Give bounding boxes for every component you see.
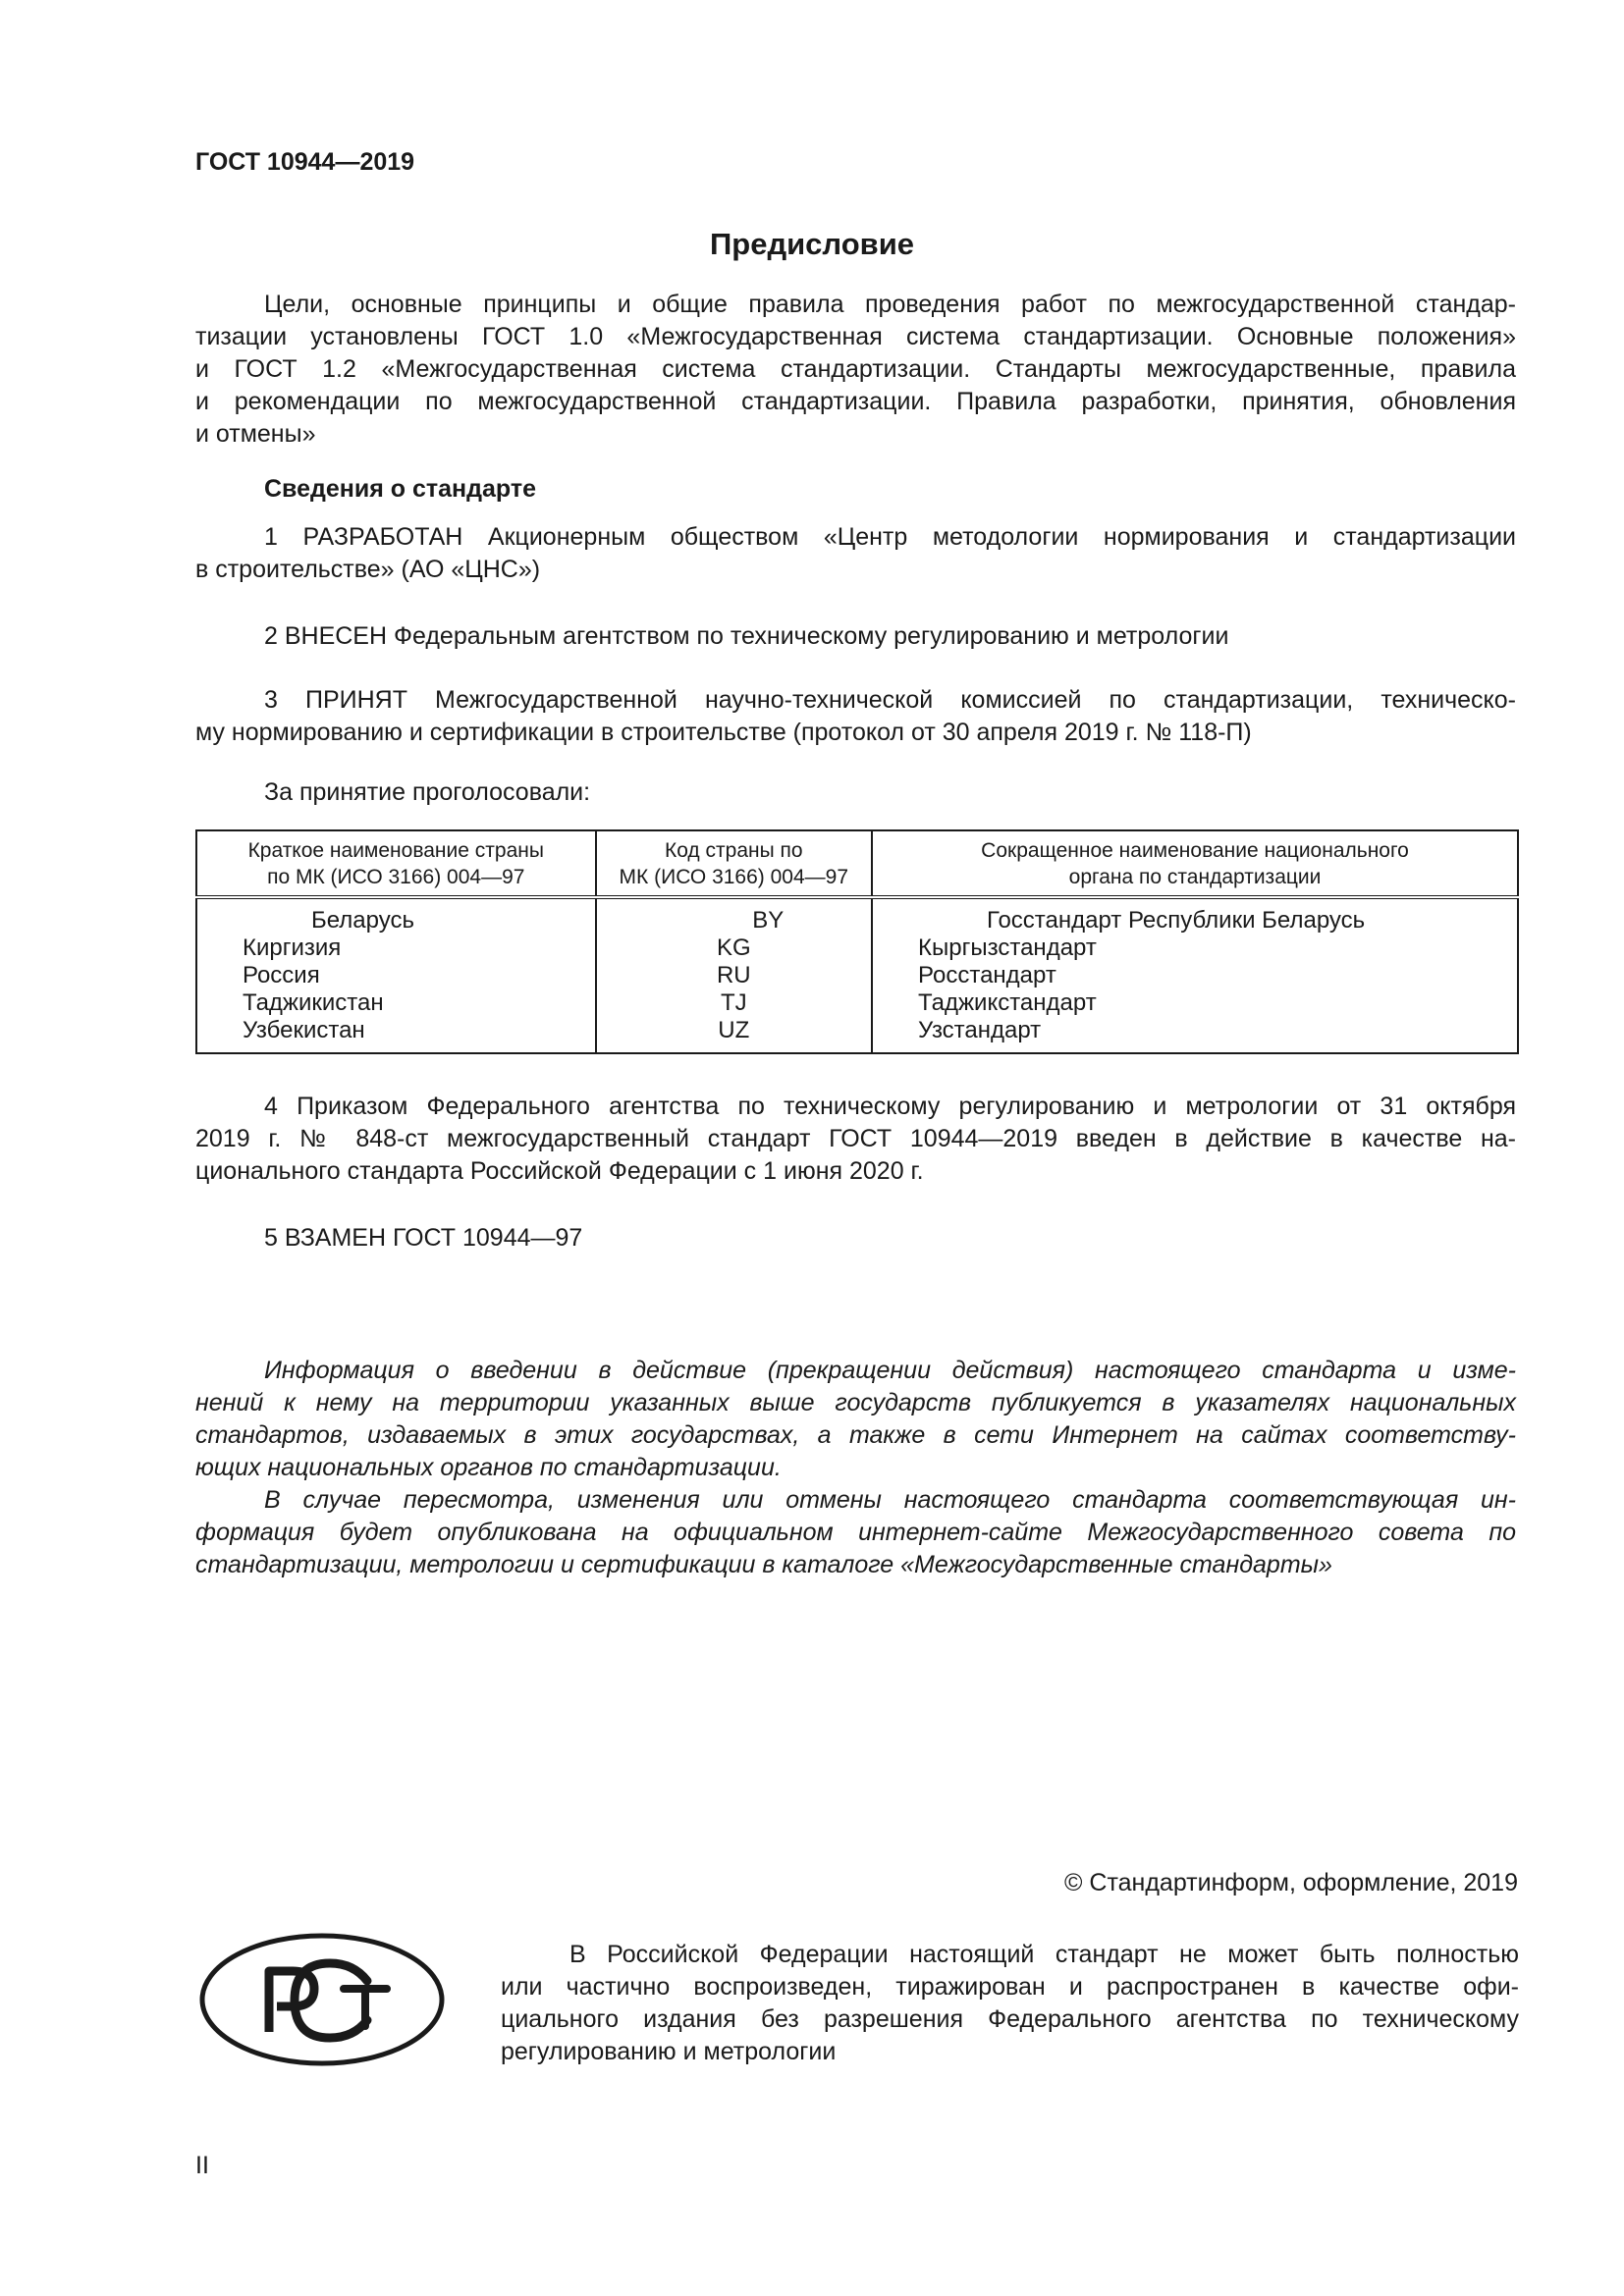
text-line: ционального стандарта Российской Федерации с 1 июня 2020 г.	[195, 1157, 924, 1185]
info-note-2	[195, 1484, 1516, 1581]
cell-code: RU	[596, 962, 873, 989]
column-header-code: Код страны по МК (ИСО 3166) 004—97	[596, 830, 873, 897]
reproduction-notice	[501, 1939, 1519, 2068]
item-2: 2 ВНЕСЕН Федеральным агентством по техническому регулированию и метрологии	[264, 622, 1229, 650]
cell-code: BY	[596, 897, 873, 934]
text-line: в строительстве» (АО «ЦНС»)	[195, 556, 541, 583]
cell-country: Узбекистан	[196, 1017, 596, 1053]
cell-org: Таджикстандарт	[872, 989, 1518, 1017]
cell-code: UZ	[596, 1017, 873, 1053]
cell-country: Беларусь	[196, 897, 596, 934]
text-line: 1 РАЗРАБОТАН Акционерным обществом «Центр методологии нормирования и стандартизации	[264, 523, 1516, 551]
item-4	[195, 1091, 1516, 1188]
text-line: и отмены»	[195, 420, 316, 448]
text-line: нений к нему на территории указанных выше государств публикуется в указателях национальных	[195, 1389, 1516, 1416]
text-line: циального издания без разрешения Федерального агентства по техническому	[501, 2005, 1519, 2033]
table-header-row	[196, 830, 1518, 897]
cell-org: Росстандарт	[872, 962, 1518, 989]
votes-table	[195, 829, 1519, 1054]
page-number: II	[195, 2152, 209, 2179]
rst-certification-mark-icon	[198, 1932, 446, 2067]
text-line: В Российской Федерации настоящий стандарт не может быть полностью	[569, 1941, 1519, 1968]
text-line: ющих национальных органов по стандартизации.	[195, 1454, 782, 1481]
column-header-country: Краткое наименование страны по МК (ИСО 3166) 004—97	[196, 830, 596, 897]
item-1	[195, 521, 1516, 586]
text-line: му нормированию и сертификации в строительстве (протокол от 30 апреля 2019 г. № 118-П)	[195, 719, 1252, 746]
cell-country: Киргизия	[196, 934, 596, 962]
cell-code: TJ	[596, 989, 873, 1017]
text-line: 2019 г. № 848-ст межгосударственный стандарт ГОСТ 10944—2019 введен в действие в качестве на-	[195, 1125, 1516, 1152]
text-line: В случае пересмотра, изменения или отмены настоящего стандарта соответствующая ин-	[264, 1486, 1516, 1514]
column-header-org: Сокращенное наименование национального органа по стандартизации	[872, 830, 1518, 897]
text-line: 3 ПРИНЯТ Межгосударственной научно-технической комиссией по стандартизации, техническо-	[264, 686, 1516, 714]
info-note-1	[195, 1355, 1516, 1484]
voted-label: За принятие проголосовали:	[264, 778, 591, 806]
text-line: и ГОСТ 1.2 «Межгосударственная система стандартизации. Стандарты межгосударственные, правила	[195, 355, 1516, 383]
cell-org: Узстандарт	[872, 1017, 1518, 1053]
table-row	[196, 897, 1518, 934]
copyright: © Стандартинформ, оформление, 2019	[1064, 1869, 1518, 1896]
table-row	[196, 934, 1518, 962]
intro-paragraph	[195, 289, 1516, 451]
text-line: или частично воспроизведен, тиражирован и распространен в качестве офи-	[501, 1973, 1519, 2001]
text-line: 4 Приказом Федерального агентства по техническому регулированию и метрологии от 31 октября	[264, 1093, 1516, 1120]
cell-country: Россия	[196, 962, 596, 989]
item-5: 5 ВЗАМЕН ГОСТ 10944—97	[264, 1224, 583, 1252]
table-row	[196, 962, 1518, 989]
text-line: стандартов, издаваемых в этих государствах, а также в сети Интернет на сайтах соответству-	[195, 1421, 1516, 1449]
cell-org: Госстандарт Республики Беларусь	[872, 897, 1518, 934]
table-row	[196, 989, 1518, 1017]
cell-code: KG	[596, 934, 873, 962]
text-line: Цели, основные принципы и общие правила проведения работ по межгосударственной стандар-	[264, 291, 1516, 318]
page-title: Предисловие	[709, 227, 914, 261]
text-line: тизации установлены ГОСТ 1.0 «Межгосударственная система стандартизации. Основные положения»	[195, 323, 1516, 350]
section-heading: Сведения о стандарте	[264, 475, 537, 503]
text-line: Информация о введении в действие (прекращении действия) настоящего стандарта и изме-	[264, 1357, 1516, 1384]
text-line: регулированию и метрологии	[501, 2038, 837, 2065]
text-line: стандартизации, метрологии и сертификации в каталоге «Межгосударственные стандарты»	[195, 1551, 1332, 1578]
text-line: и рекомендации по межгосударственной стандартизации. Правила разработки, принятия, обновления	[195, 388, 1516, 415]
cell-org: Кыргызстандарт	[872, 934, 1518, 962]
text-line: формация будет опубликована на официальном интернет-сайте Межгосударственного совета по	[195, 1519, 1516, 1546]
table-row	[196, 1017, 1518, 1053]
document-header: ГОСТ 10944—2019	[195, 148, 415, 176]
item-3	[195, 684, 1516, 749]
cell-country: Таджикистан	[196, 989, 596, 1017]
